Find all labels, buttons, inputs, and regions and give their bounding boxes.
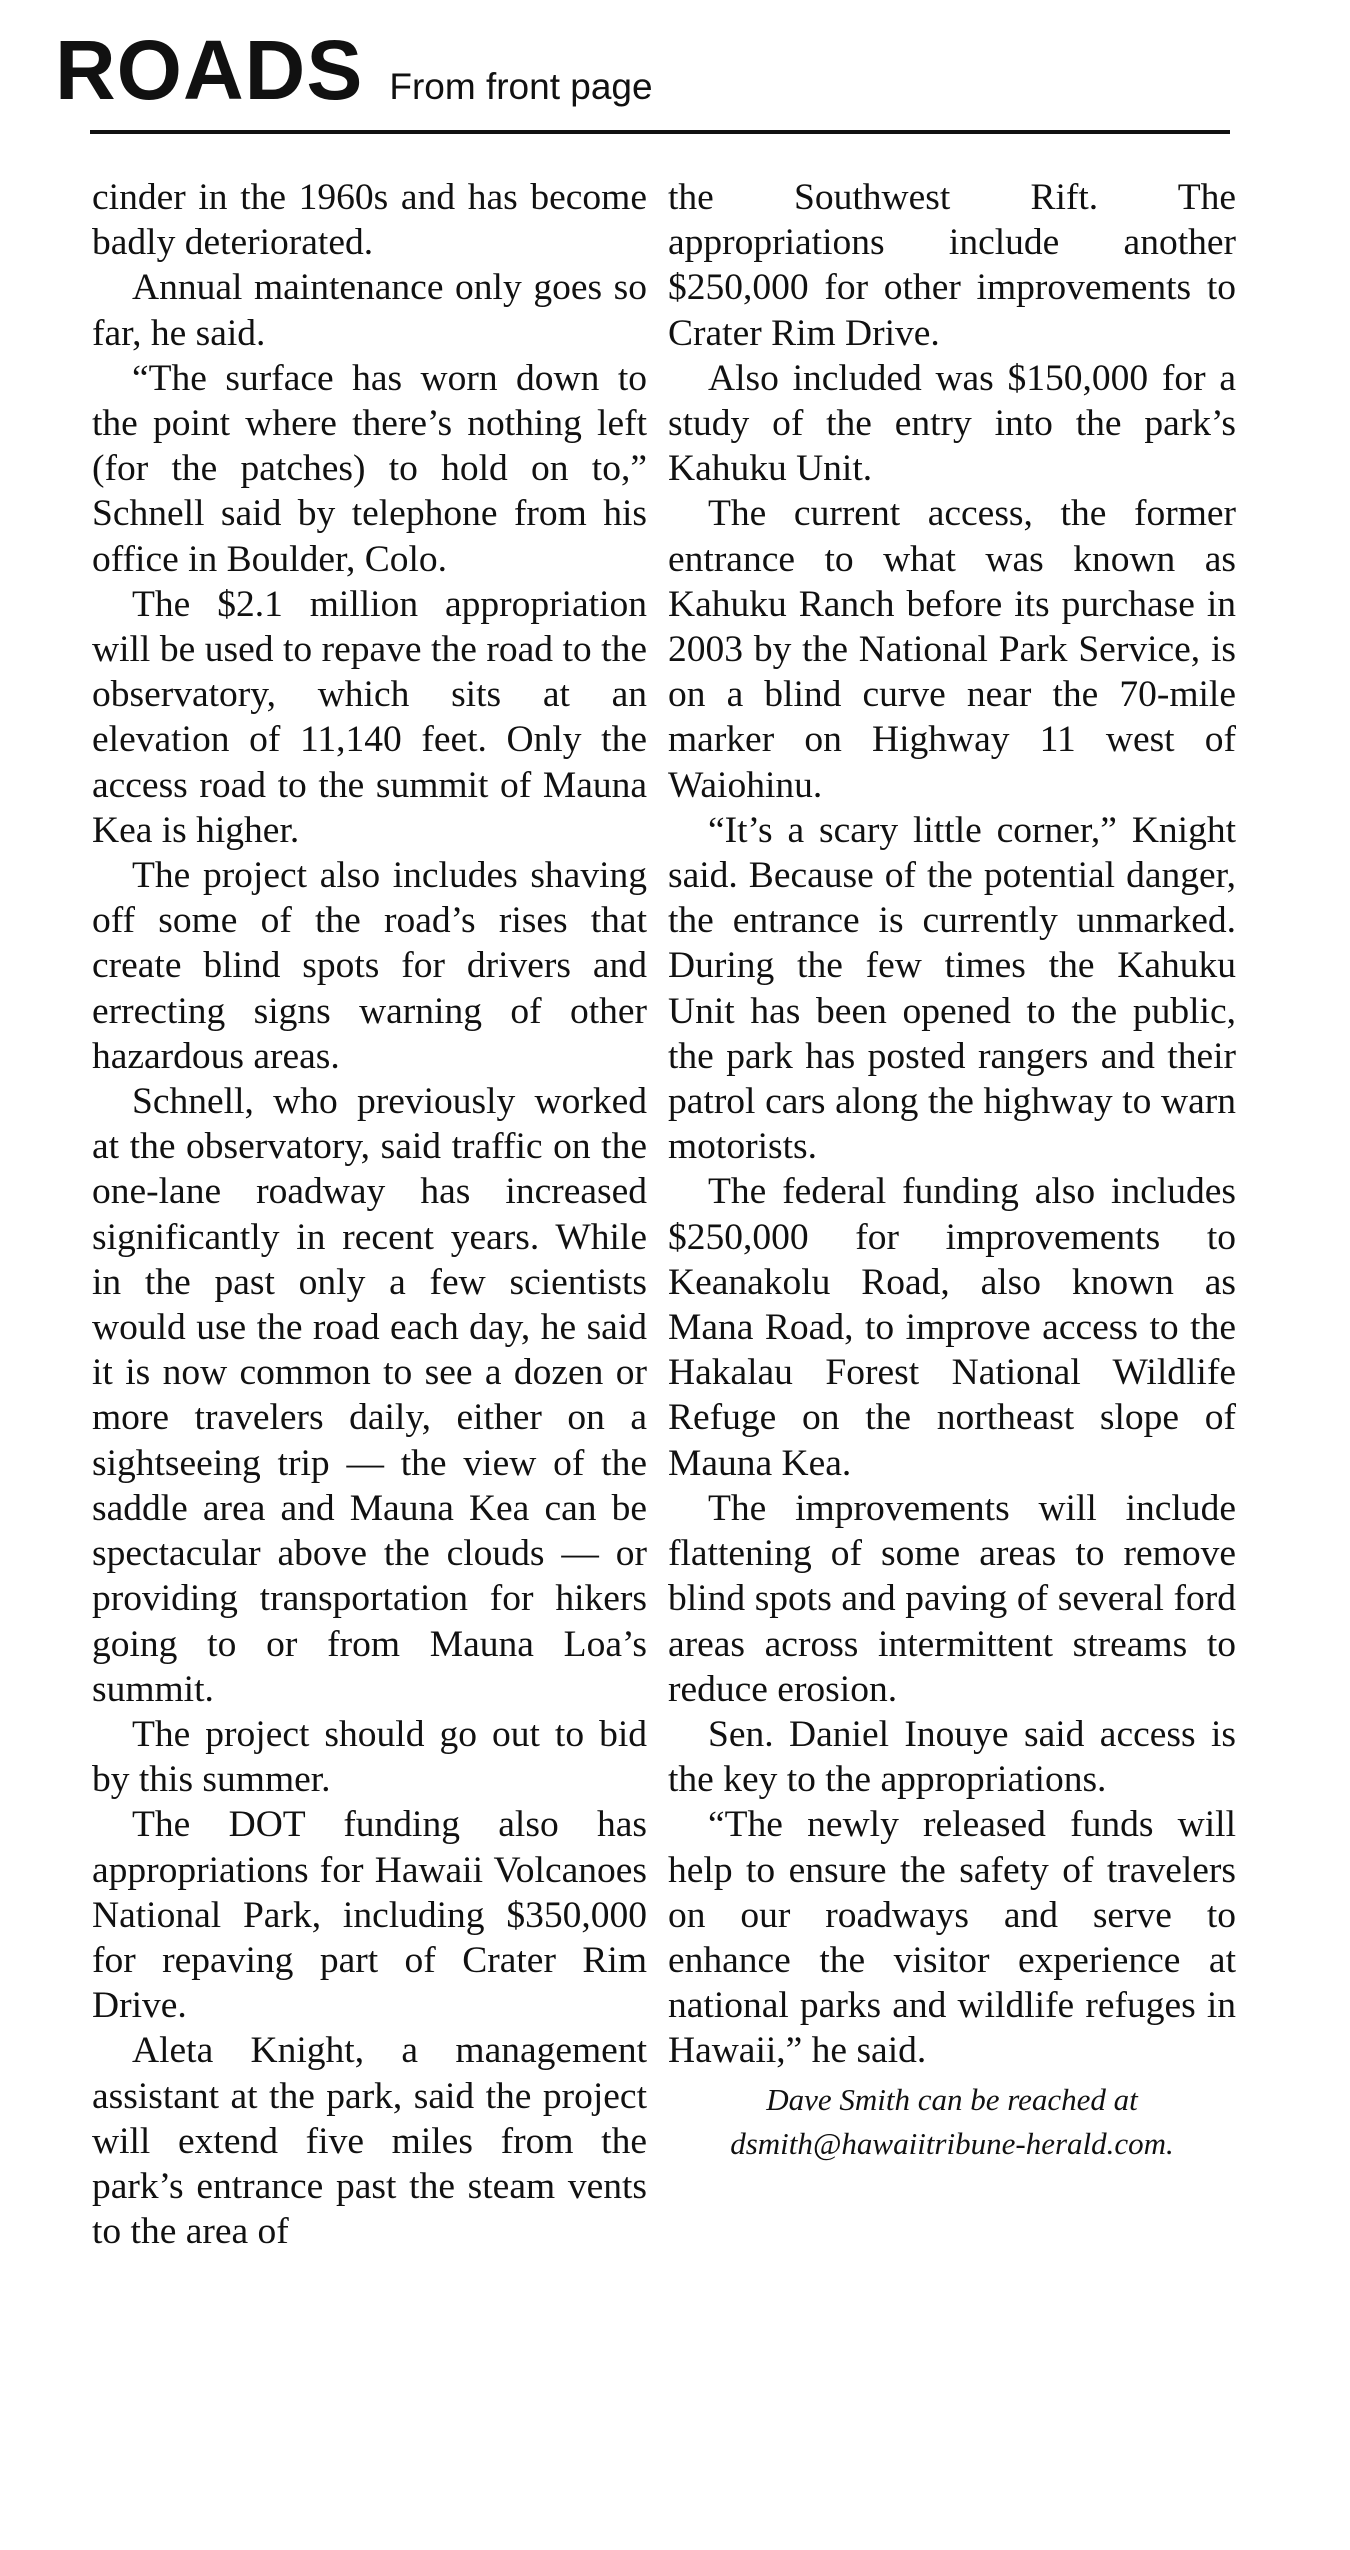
paragraph: The improvements will include flattening of some areas to remove blind spots and paving of several ford areas across intermittent streams to reduce erosion. xyxy=(668,1487,1236,1710)
paragraph: The current access, the former entrance to what was known as Kahuku Ranch before its purchase in 2003 by the National Park Service, is on a blind curve near the 70-mile marker on Highway 11 west of Waiohinu. xyxy=(668,493,1236,806)
paragraph: “The newly released funds will help to ensure the safety of travelers on our roadways and serve to enhance the visitor experience at national parks and wildlife refuges in Hawaii,” he said. xyxy=(668,1804,1236,2072)
article-column-left xyxy=(92,175,647,2254)
paragraph: Also included was $150,000 for a study of the entry into the park’s Kahuku Unit. xyxy=(668,357,1236,490)
jump-line: From front page xyxy=(389,66,653,107)
paragraph: Aleta Knight, a management assistant at the park, said the project will extend five miles from the park’s entrance past the steam vents to the area of xyxy=(92,2030,647,2253)
paragraph: The DOT funding also has appropriations for Hawaii Volcanoes National Park, including $350,000 for repaving part of Crater Rim Drive. xyxy=(92,1804,647,2027)
paragraph: Sen. Daniel Inouye said access is the key to the appropriations. xyxy=(668,1713,1236,1801)
paragraph: the Southwest Rift. The appropriations include another $250,000 for other improvements to Crater Rim Drive. xyxy=(668,177,1236,354)
article-column-right xyxy=(668,175,1236,2166)
paragraph: The federal funding also includes $250,000 for improvements to Keanakolu Road, also known as Mana Road, to improve access to the Hakalau Forest National Wildlife Refuge on the northeast slope of Mauna Kea. xyxy=(668,1171,1236,1484)
byline-email: dsmith@hawaiitribune-herald.com. xyxy=(730,2125,1174,2161)
paragraph: The $2.1 million appropriation will be used to repave the road to the observatory, which sits at an elevation of 11,140 feet. Only the access road to the summit of Mauna Kea is higher. xyxy=(92,583,647,851)
paragraph: “It’s a scary little corner,” Knight said. Because of the potential danger, the entrance is currently unmarked. During the few times the Kahuku Unit has been opened to the public, the park has posted rangers and their patrol cars along the highway to warn motorists. xyxy=(668,809,1236,1168)
byline-line: Dave Smith can be reached at xyxy=(766,2081,1138,2117)
paragraph: cinder in the 1960s and has become badly deteriorated. xyxy=(92,177,647,264)
header-rule xyxy=(90,130,1230,134)
paragraph: Schnell, who previously worked at the observatory, said traffic on the one-lane roadway has increased significantly in recent years. While in the past only a few scientists would use the road each day, he said it is now common to see a dozen or more travelers daily, either on a sightseeing trip — the view of the saddle area and Mauna Kea can be spectacular above the clouds — or providing transportation for hikers going to or from Mauna Loa’s summit. xyxy=(92,1081,647,1710)
paragraph: The project should go out to bid by this summer. xyxy=(92,1713,647,1801)
paragraph: The project also includes shaving off some of the road’s rises that create blind spots for drivers and errecting signs warning of other hazardous areas. xyxy=(92,855,647,1077)
author-byline xyxy=(668,2078,1236,2166)
paragraph: Annual maintenance only goes so far, he said. xyxy=(92,267,647,354)
kicker-headline: ROADS xyxy=(55,23,364,117)
section-header xyxy=(55,20,1235,140)
paragraph: “The surface has worn down to the point where there’s nothing left (for the patches) to hold on to,” Schnell said by telephone from his office in Boulder, Colo. xyxy=(92,357,647,580)
